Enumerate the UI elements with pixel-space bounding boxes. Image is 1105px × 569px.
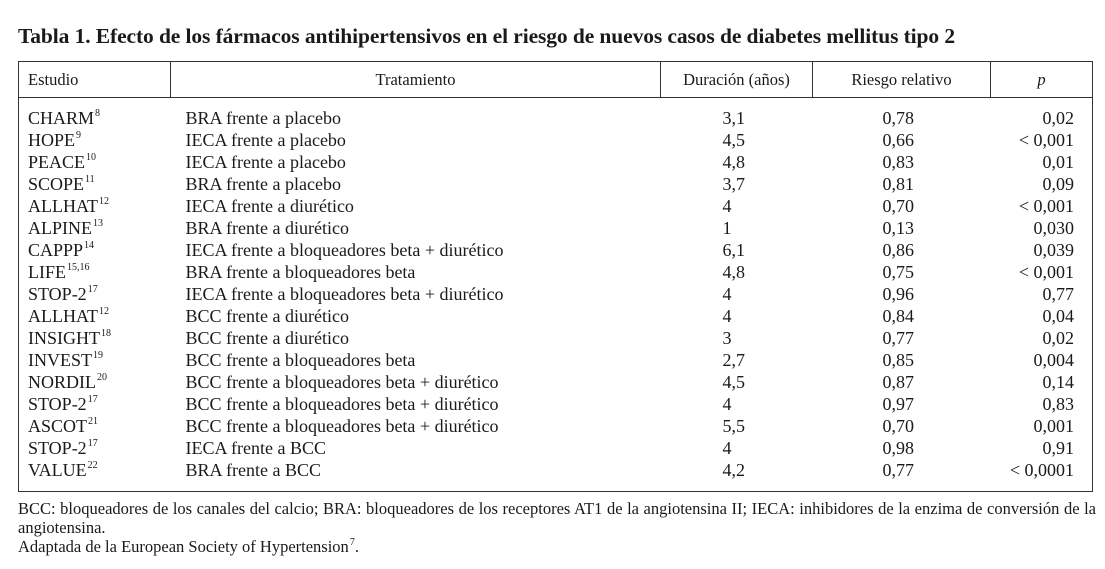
source-note xyxy=(18,537,1096,556)
study-reference: 17 xyxy=(87,284,98,295)
cell-duracion: 4 xyxy=(722,306,732,326)
cell-duracion: 4 xyxy=(722,438,732,458)
source-end: . xyxy=(354,537,359,556)
cell-duracion: 4 xyxy=(722,196,732,216)
cell-p: 0,01 xyxy=(991,151,1093,173)
table-row xyxy=(19,327,1093,349)
cell-p: 0,04 xyxy=(991,305,1093,327)
study-name: INSIGHT xyxy=(28,328,100,348)
cell-riesgo-relativo: 0,97 xyxy=(882,394,914,414)
study-name: LIFE xyxy=(28,262,66,282)
cell-duracion: 4,2 xyxy=(661,459,813,492)
study-reference: 22 xyxy=(87,460,98,471)
cell-riesgo-relativo: 0,77 xyxy=(813,459,991,492)
cell-duracion: 4 xyxy=(722,284,732,304)
study-reference: 10 xyxy=(86,152,97,163)
cell-tratamiento: IECA frente a diurético xyxy=(185,196,354,216)
cell-tratamiento: BRA frente a placebo xyxy=(185,108,341,128)
table-row xyxy=(19,195,1093,217)
header-p: p xyxy=(991,62,1093,98)
cell-estudio xyxy=(19,195,171,217)
table-row xyxy=(19,349,1093,371)
study-reference: 14 xyxy=(84,240,95,251)
cell-estudio xyxy=(19,129,171,151)
cell-p: 0,039 xyxy=(991,239,1093,261)
study-name: STOP-2 xyxy=(28,438,87,458)
study-reference: 20 xyxy=(97,372,107,383)
cell-estudio xyxy=(19,151,171,173)
study-name: ASCOT xyxy=(28,416,88,436)
cell-tratamiento: BRA frente a bloqueadores beta xyxy=(185,262,416,282)
cell-tratamiento: BRA frente a diurético xyxy=(185,218,349,238)
table-row xyxy=(19,261,1093,283)
cell-tratamiento: IECA frente a bloqueadores beta + diurético xyxy=(185,284,504,304)
cell-p: 0,83 xyxy=(991,393,1093,415)
cell-p: 0,77 xyxy=(991,283,1093,305)
cell-duracion: 4 xyxy=(722,394,732,414)
source-text: Adaptada de la European Society of Hypertension xyxy=(18,537,349,556)
table-row xyxy=(19,437,1093,459)
header-estudio: Estudio xyxy=(19,62,171,98)
cell-riesgo-relativo: 0,78 xyxy=(882,108,914,128)
study-reference: 21 xyxy=(88,416,99,427)
cell-estudio xyxy=(19,327,171,349)
cell-riesgo-relativo: 0,81 xyxy=(882,174,914,194)
cell-estudio xyxy=(19,437,171,459)
table-row xyxy=(19,283,1093,305)
study-name: ALPINE xyxy=(28,218,92,238)
study-reference: 13 xyxy=(93,218,103,229)
study-reference: 15,16 xyxy=(67,262,90,273)
cell-estudio xyxy=(19,217,171,239)
cell-riesgo-relativo: 0,96 xyxy=(882,284,914,304)
cell-riesgo-relativo: 0,13 xyxy=(882,218,914,238)
cell-riesgo-relativo: 0,83 xyxy=(882,152,914,172)
cell-estudio xyxy=(19,349,171,371)
study-name: HOPE xyxy=(28,130,76,150)
table-row xyxy=(19,305,1093,327)
study-name: VALUE xyxy=(28,460,87,480)
study-name: CHARM xyxy=(28,108,95,128)
study-reference: 18 xyxy=(101,328,111,339)
cell-duracion: 4,8 xyxy=(722,152,745,172)
cell-tratamiento: BCC frente a bloqueadores beta + diurético xyxy=(185,394,499,414)
cell-duracion: 4,5 xyxy=(722,372,745,392)
header-riesgo-relativo: Riesgo relativo xyxy=(813,62,991,98)
cell-p: < 0,0001 xyxy=(991,459,1093,492)
study-name: INVEST xyxy=(28,350,92,370)
cell-duracion: 6,1 xyxy=(722,240,745,260)
table-title: Tabla 1. Efecto de los fármacos antihipertensivos en el riesgo de nuevos casos de diabetes mellitus tipo 2 xyxy=(18,24,955,48)
cell-p: 0,02 xyxy=(991,327,1093,349)
cell-riesgo-relativo: 0,75 xyxy=(882,262,914,282)
header-duracion: Duración (años) xyxy=(661,62,813,98)
table-row xyxy=(19,371,1093,393)
results-table xyxy=(18,61,1093,492)
study-name: ALLHAT xyxy=(28,306,98,326)
cell-riesgo-relativo: 0,85 xyxy=(882,350,914,370)
cell-riesgo-relativo: 0,87 xyxy=(882,372,914,392)
study-name: PEACE xyxy=(28,152,86,172)
study-name: ALLHAT xyxy=(28,196,98,216)
table-footnotes xyxy=(18,499,1096,556)
cell-tratamiento: IECA frente a bloqueadores beta + diurético xyxy=(185,240,504,260)
header-row xyxy=(19,62,1093,98)
study-name: NORDIL xyxy=(28,372,96,392)
cell-estudio xyxy=(19,305,171,327)
cell-estudio xyxy=(19,393,171,415)
cell-duracion: 1 xyxy=(722,218,732,238)
cell-tratamiento: BCC frente a diurético xyxy=(185,328,349,348)
table-body xyxy=(19,98,1093,492)
cell-p: < 0,001 xyxy=(991,195,1093,217)
cell-tratamiento: BCC frente a bloqueadores beta xyxy=(185,350,416,370)
table-header xyxy=(19,62,1093,98)
cell-p: < 0,001 xyxy=(991,261,1093,283)
source-reference: 7 xyxy=(349,536,355,548)
study-reference: 9 xyxy=(76,130,82,141)
cell-riesgo-relativo: 0,70 xyxy=(882,416,914,436)
header-tratamiento: Tratamiento xyxy=(171,62,661,98)
cell-estudio xyxy=(19,98,171,130)
cell-estudio xyxy=(19,283,171,305)
study-reference: 19 xyxy=(93,350,103,361)
cell-estudio xyxy=(19,239,171,261)
cell-tratamiento: BCC frente a diurético xyxy=(185,306,349,326)
cell-p: 0,09 xyxy=(991,173,1093,195)
cell-duracion: 4,5 xyxy=(722,130,745,150)
cell-tratamiento: IECA frente a BCC xyxy=(185,438,326,458)
table-row xyxy=(19,239,1093,261)
study-reference: 12 xyxy=(99,196,109,207)
cell-estudio xyxy=(19,415,171,437)
cell-duracion: 3,7 xyxy=(722,174,745,194)
cell-tratamiento: IECA frente a placebo xyxy=(185,152,346,172)
cell-p: 0,02 xyxy=(991,98,1093,130)
table-row xyxy=(19,415,1093,437)
study-reference: 12 xyxy=(99,306,109,317)
cell-tratamiento: BCC frente a bloqueadores beta + diurético xyxy=(185,416,499,436)
cell-estudio xyxy=(19,459,171,492)
study-name: SCOPE xyxy=(28,174,85,194)
study-reference: 8 xyxy=(95,108,101,119)
cell-estudio xyxy=(19,371,171,393)
cell-p: < 0,001 xyxy=(991,129,1093,151)
table-row xyxy=(19,129,1093,151)
cell-riesgo-relativo: 0,77 xyxy=(882,328,914,348)
cell-tratamiento: BRA frente a BCC xyxy=(171,459,661,492)
study-reference: 17 xyxy=(87,394,98,405)
cell-tratamiento: IECA frente a placebo xyxy=(185,130,346,150)
abbreviations-note: BCC: bloqueadores de los canales del calcio; BRA: bloqueadores de los receptores AT1 de la angiotensina II; IECA: inhibidores de la enzima de conversión de la angiotensina. xyxy=(18,499,1096,537)
cell-riesgo-relativo: 0,84 xyxy=(882,306,914,326)
table-row xyxy=(19,459,1093,492)
cell-duracion: 3 xyxy=(722,328,732,348)
cell-duracion: 4,8 xyxy=(722,262,745,282)
cell-riesgo-relativo: 0,98 xyxy=(882,438,914,458)
cell-estudio xyxy=(19,261,171,283)
study-reference: 11 xyxy=(85,174,95,185)
table-row xyxy=(19,151,1093,173)
cell-p: 0,14 xyxy=(991,371,1093,393)
cell-p: 0,004 xyxy=(991,349,1093,371)
study-name: CAPPP xyxy=(28,240,84,260)
cell-estudio xyxy=(19,173,171,195)
study-name: STOP-2 xyxy=(28,394,87,414)
cell-p: 0,001 xyxy=(991,415,1093,437)
table-row xyxy=(19,98,1093,130)
cell-duracion: 3,1 xyxy=(722,108,745,128)
table-row xyxy=(19,173,1093,195)
cell-riesgo-relativo: 0,86 xyxy=(882,240,914,260)
table-row xyxy=(19,393,1093,415)
cell-p: 0,030 xyxy=(991,217,1093,239)
cell-p: 0,91 xyxy=(991,437,1093,459)
cell-duracion: 5,5 xyxy=(722,416,745,436)
cell-riesgo-relativo: 0,70 xyxy=(882,196,914,216)
cell-tratamiento: BRA frente a placebo xyxy=(185,174,341,194)
study-name: STOP-2 xyxy=(28,284,87,304)
table-row xyxy=(19,217,1093,239)
cell-riesgo-relativo: 0,66 xyxy=(882,130,914,150)
cell-duracion: 2,7 xyxy=(722,350,745,370)
cell-tratamiento: BCC frente a bloqueadores beta + diurético xyxy=(185,372,499,392)
study-reference: 17 xyxy=(87,438,98,449)
